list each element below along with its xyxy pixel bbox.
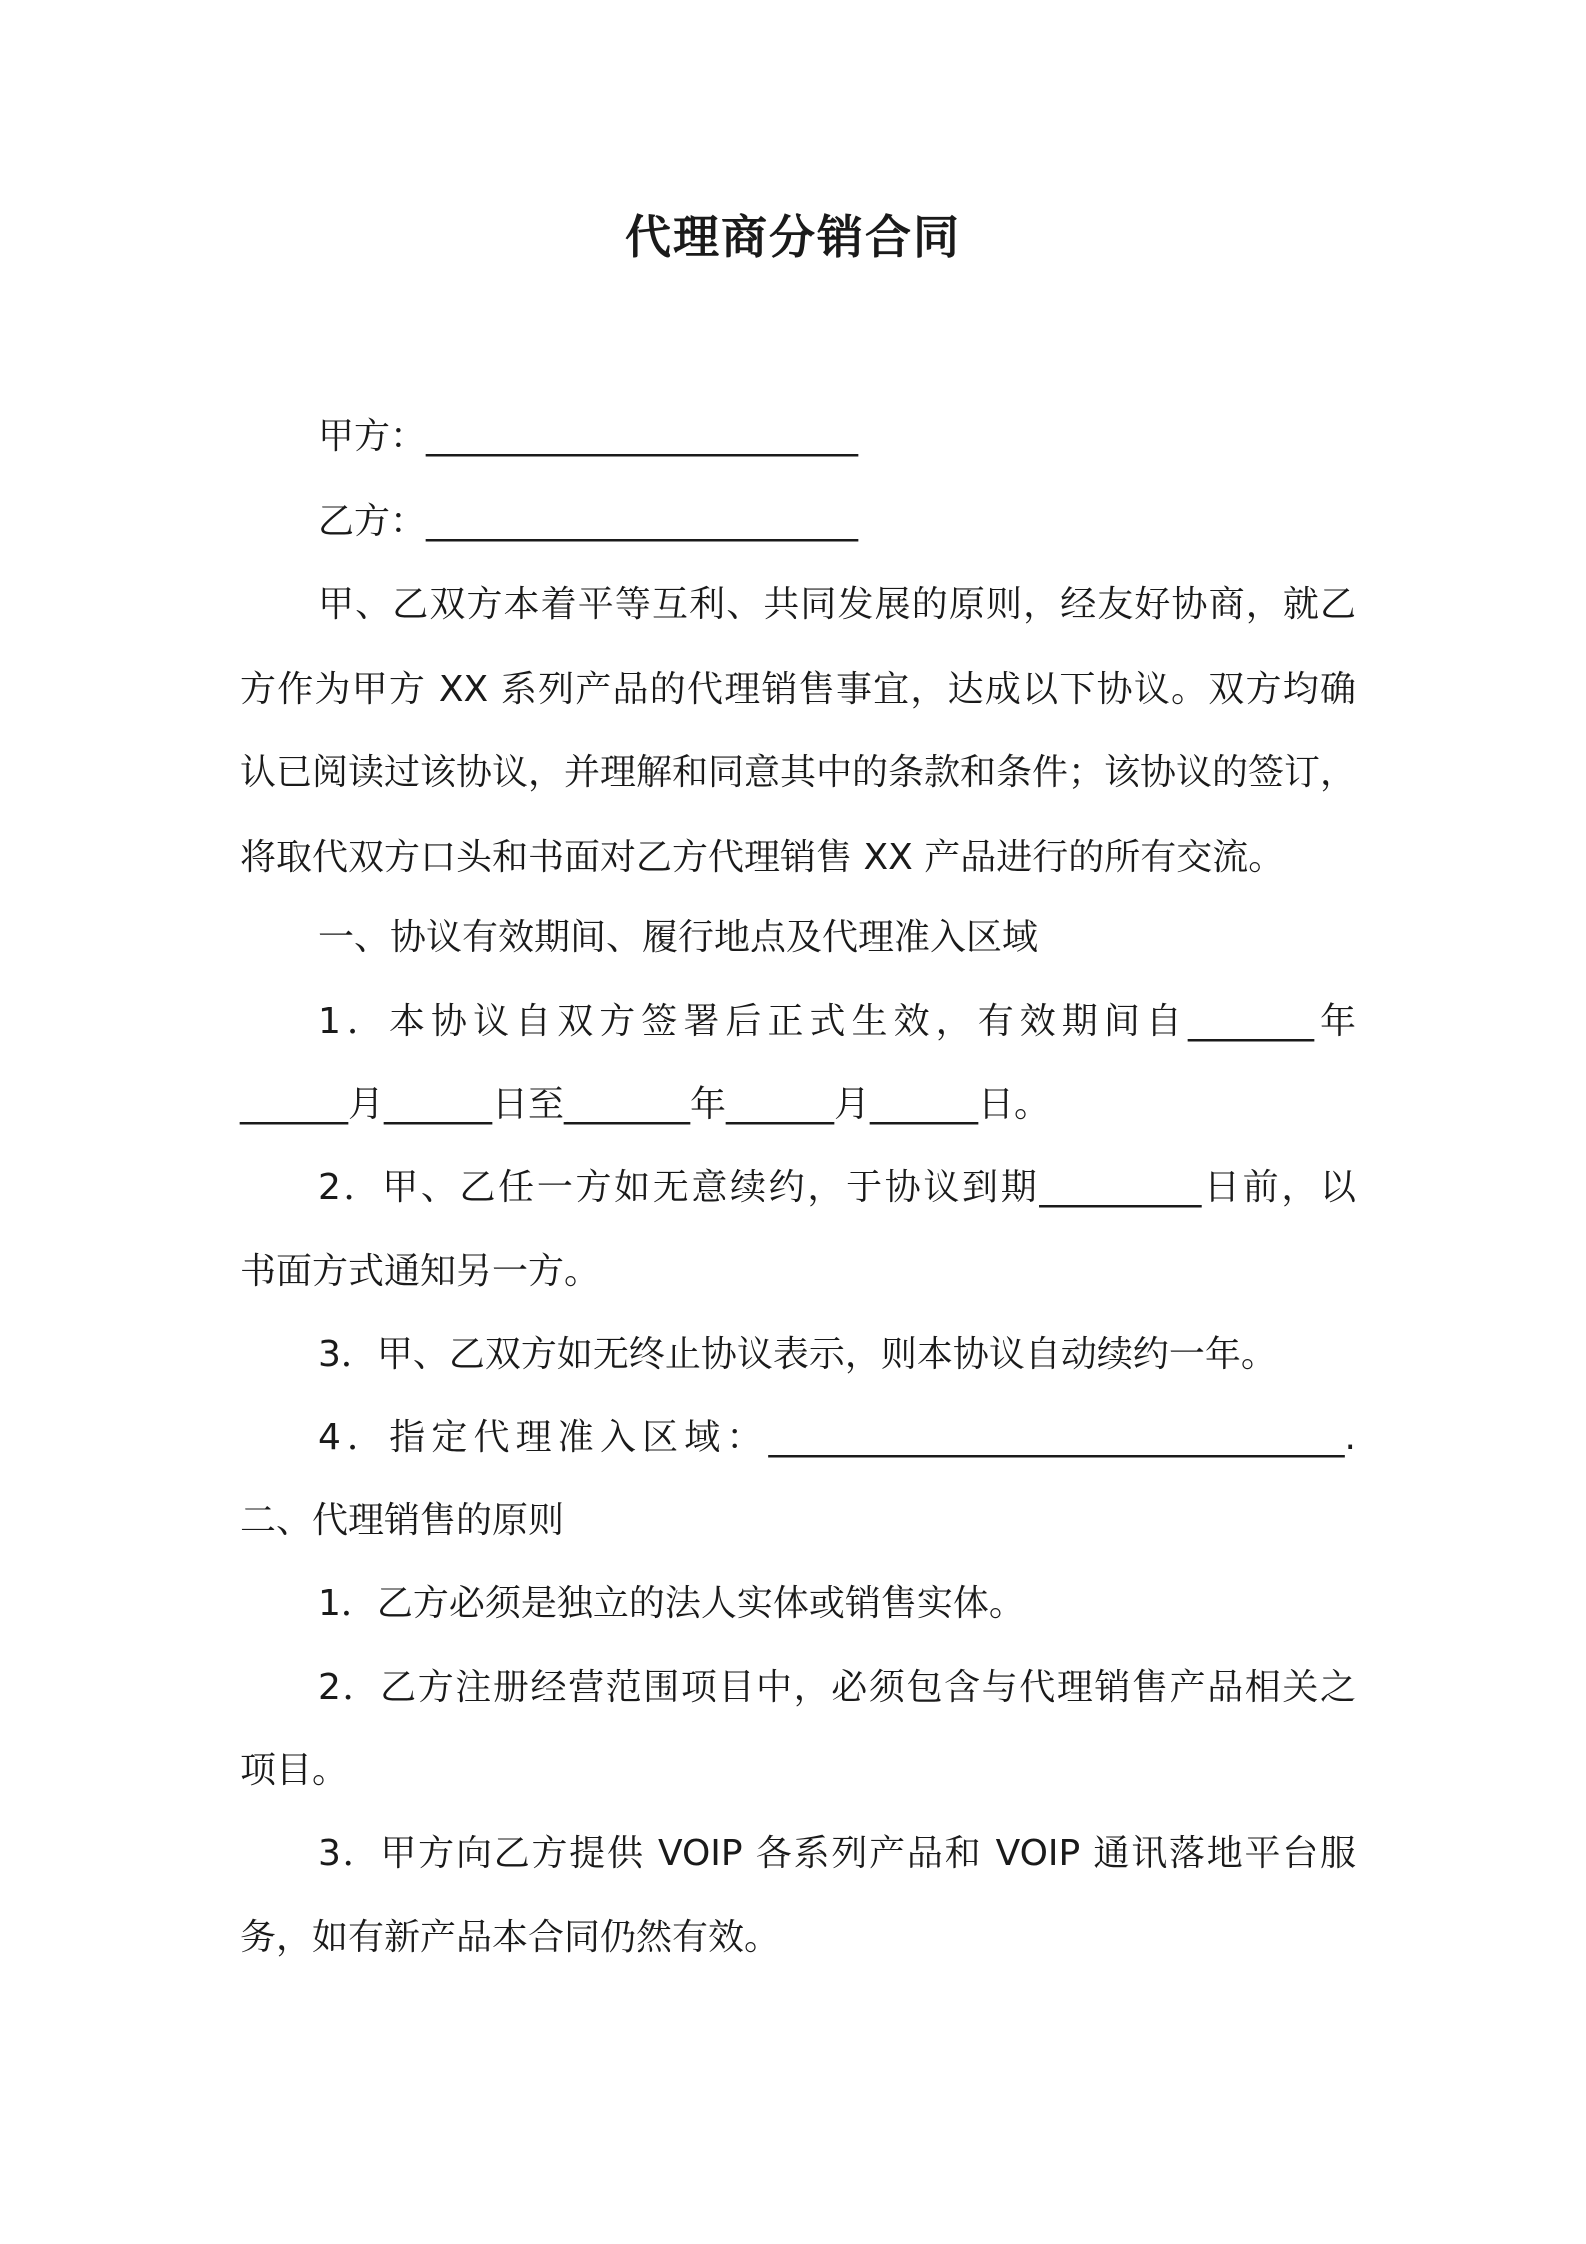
document-title: 代理商分销合同 xyxy=(625,210,961,264)
section-2-heading: 二、代理销售的原则 xyxy=(240,1500,565,1541)
clause-1-3: 3．甲、乙双方如无终止协议表示，则本协议自动续约一年。 xyxy=(318,1334,1277,1375)
section-1-heading: 一、协议有效期间、履行地点及代理准入区域 xyxy=(318,917,1039,958)
party-b-line: 乙方：________________________ xyxy=(318,501,859,542)
preamble-line-1: 甲、乙双方本着平等互利、共同发展的原则，经友好协商，就乙 xyxy=(318,584,1356,625)
clause-2-2-line-2: 项目。 xyxy=(240,1750,349,1791)
clause-1-1-line-1: 1．本协议自双方签署后正式生效，有效期间自_______年 xyxy=(318,1001,1356,1042)
clause-2-2-line-1: 2．乙方注册经营范围项目中，必须包含与代理销售产品相关之 xyxy=(318,1667,1356,1708)
clause-2-1: 1．乙方必须是独立的法人实体或销售实体。 xyxy=(318,1583,1025,1624)
party-a-line: 甲方：________________________ xyxy=(318,416,859,457)
clause-1-2-line-2: 书面方式通知另一方。 xyxy=(240,1251,601,1292)
preamble-line-3: 认已阅读过该协议，并理解和同意其中的条款和条件；该协议的签订， xyxy=(240,752,1357,793)
clause-1-2-line-1: 2．甲、乙任一方如无意续约，于协议到期_________日前，以 xyxy=(318,1167,1356,1208)
clause-1-4: 4．指定代理准入区域：________________________________. xyxy=(318,1417,1356,1458)
clause-1-1-line-2: ______月______日至_______年______月______日。 xyxy=(240,1084,1050,1125)
preamble-line-4: 将取代双方口头和书面对乙方代理销售 XX 产品进行的所有交流。 xyxy=(240,837,1285,878)
clause-2-3-line-1: 3．甲方向乙方提供 VOIP 各系列产品和 VOIP 通讯落地平台服 xyxy=(318,1833,1356,1874)
clause-2-3-line-2: 务，如有新产品本合同仍然有效。 xyxy=(240,1917,781,1958)
preamble-line-2: 方作为甲方 XX 系列产品的代理销售事宜，达成以下协议。双方均确 xyxy=(240,669,1356,710)
